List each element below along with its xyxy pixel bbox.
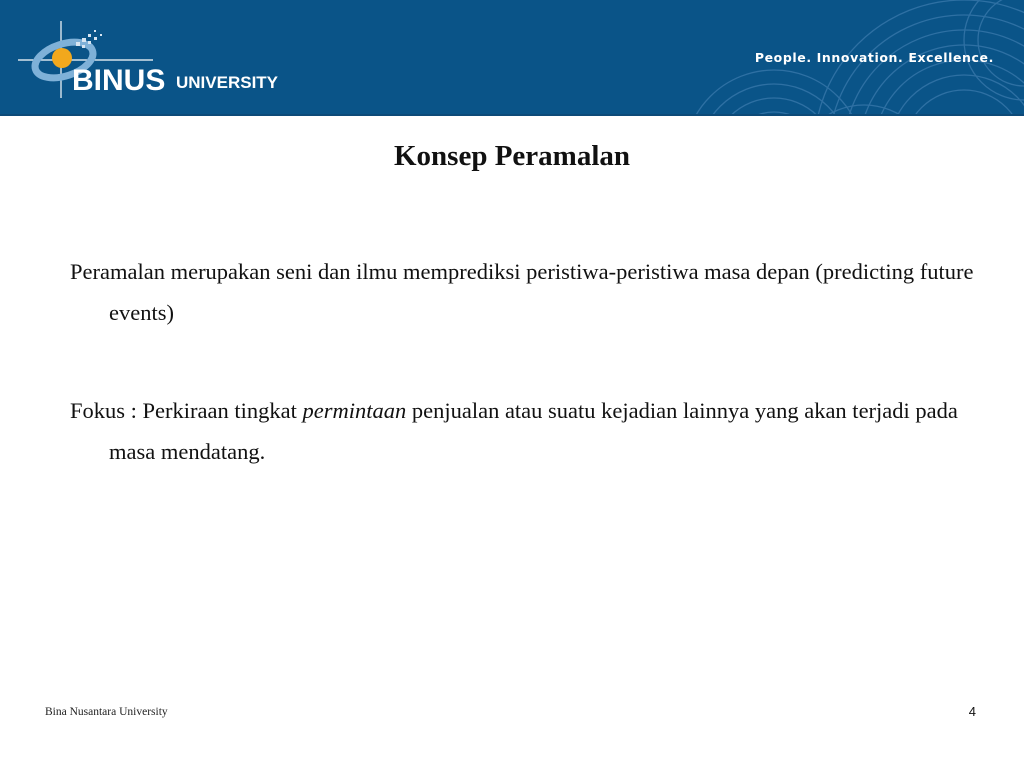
brand-binus: BINUS <box>72 64 166 97</box>
paragraph-definition: Peramalan merupakan seni dan ilmu memprediksi peristiwa-peristiwa masa depan (predicting future events) <box>70 259 974 325</box>
paragraph-focus <box>70 390 989 472</box>
footer-organization: Bina Nusantara University <box>45 706 168 718</box>
slide-title: Konsep Peramalan <box>393 140 631 172</box>
tagline: People. Innovation. Excellence. <box>754 50 994 65</box>
focus-prefix: Fokus : Perkiraan tingkat <box>70 398 297 423</box>
slide-header <box>0 0 1024 116</box>
focus-emphasis: permintaan <box>302 398 407 423</box>
brand-university: UNIVERSITY <box>176 73 279 92</box>
focus-suffix: penjualan atau suatu kejadian lainnya yang akan terjadi pada masa mendatang. <box>109 398 958 464</box>
page-number: 4 <box>968 704 976 719</box>
header-divider <box>0 114 1024 116</box>
